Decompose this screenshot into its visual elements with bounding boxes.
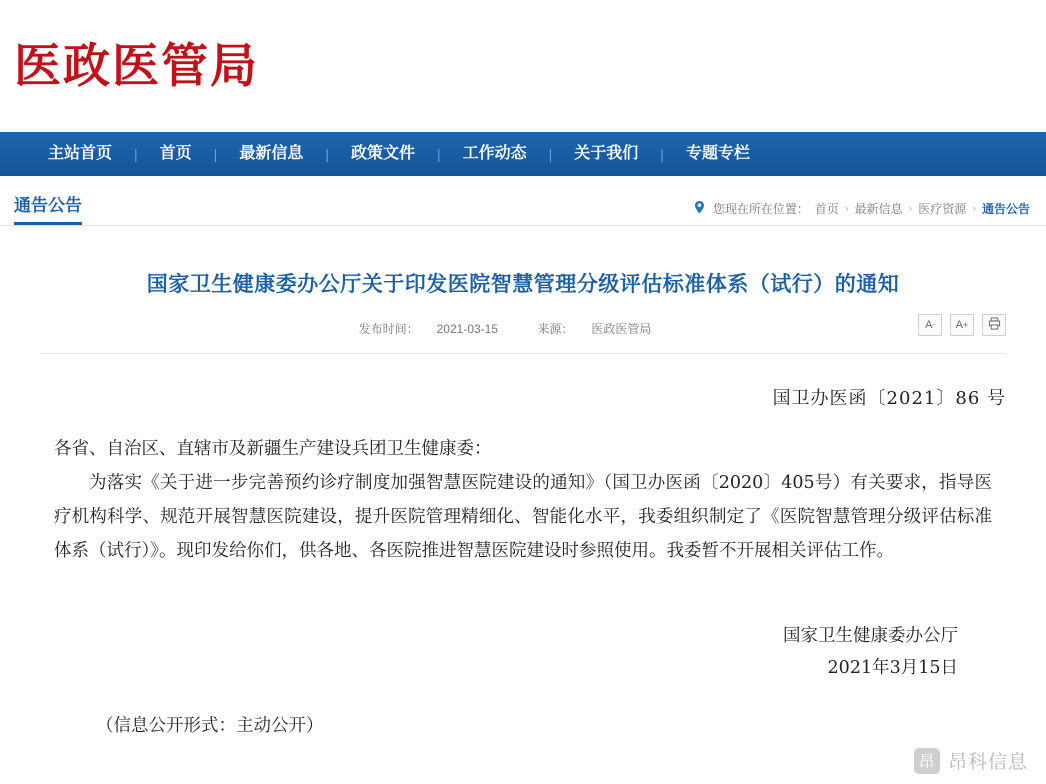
nav-item-latest-news[interactable]: 最新信息	[239, 145, 304, 162]
article-body	[40, 432, 1006, 568]
page-title: 通告公告	[14, 197, 82, 225]
article-source	[537, 322, 669, 336]
article-paragraph-1: 为落实《关于进一步完善预约诊疗制度加强智慧医院建设的通知》（国卫办医函〔2020〕405号）有关要求，指导医疗机构科学、规范开展智慧医院建设，提升医院管理精细化、智能化水平，我委组织制定了《医院智慧管理分级评估标准体系（试行）》。现印发给你们，供各地、各医院推进智慧医院建设时参照使用。我委暂不开展相关评估工作。	[54, 473, 992, 561]
print-button[interactable]	[982, 314, 1006, 336]
article-meta	[359, 320, 688, 337]
publish-time-label: 发布时间：	[358, 322, 419, 336]
section-breadcrumb-row	[0, 176, 1046, 226]
breadcrumb-separator: ›	[972, 202, 976, 215]
decrease-font-label: A	[925, 319, 933, 331]
publish-time-value: 2021-03-15	[436, 322, 499, 336]
article-source-label: 来源：	[537, 322, 574, 336]
nav-item-policy-documents[interactable]: 政策文件	[350, 145, 415, 162]
nav-item-about-us[interactable]: 关于我们	[574, 145, 639, 162]
nav-item-work-updates[interactable]: 工作动态	[462, 145, 527, 162]
increase-font-label: A	[955, 319, 963, 331]
article-signature	[40, 620, 1006, 684]
breadcrumb-separator: ›	[844, 202, 849, 215]
decrease-font-sup: -	[932, 321, 935, 329]
nav-separator: |	[213, 146, 218, 162]
increase-font-button[interactable]	[950, 314, 974, 336]
article-paragraph-salutation: 各省、自治区、直辖市及新疆生产建设兵团卫生健康委：	[54, 439, 492, 459]
signature-organization: 国家卫生健康委办公厅	[783, 626, 958, 646]
nav-separator: |	[325, 146, 329, 162]
publish-time	[359, 322, 516, 336]
nav-item-special-columns[interactable]: 专题专栏	[685, 145, 750, 162]
article-tools	[918, 314, 1006, 336]
breadcrumb-item-medical-resources[interactable]: 医疗资源	[918, 202, 967, 216]
breadcrumb-item-latest-news[interactable]: 最新信息	[854, 202, 903, 216]
site-header	[0, 0, 1046, 132]
primary-navigation	[0, 132, 1046, 176]
nav-separator: |	[548, 146, 553, 162]
breadcrumb-prefix: 您现在所在位置：	[712, 202, 809, 216]
article-container	[0, 268, 1046, 737]
watermark	[914, 747, 1028, 774]
printer-icon	[988, 317, 1001, 333]
nav-separator: |	[134, 146, 138, 162]
article-footnote: （信息公开形式：主动公开）	[96, 716, 324, 736]
site-logo[interactable]: 医政医管局	[14, 38, 259, 94]
decrease-font-button[interactable]	[918, 314, 942, 336]
nav-separator: |	[660, 146, 664, 162]
article-meta-row	[40, 320, 1006, 354]
signature-date: 2021年3月15日	[827, 658, 958, 678]
breadcrumb-current: 通告公告	[981, 202, 1030, 216]
watermark-logo-icon: 昂	[914, 748, 940, 774]
nav-item-main-home[interactable]: 主站首页	[48, 145, 113, 162]
article-title: 国家卫生健康委办公厅关于印发医院智慧管理分级评估标准体系（试行）的通知	[146, 272, 900, 296]
breadcrumb	[694, 200, 1030, 225]
nav-item-home[interactable]: 首页	[159, 145, 192, 162]
location-pin-icon	[694, 201, 705, 217]
nav-separator: |	[436, 146, 441, 162]
breadcrumb-separator: ›	[908, 202, 913, 215]
watermark-text: 昂科信息	[947, 751, 1028, 773]
increase-font-sup: +	[962, 320, 969, 330]
document-number: 国卫办医函〔2021〕86 号	[772, 388, 1006, 409]
breadcrumb-item-home[interactable]: 首页	[814, 202, 839, 216]
article-source-value: 医政医管局	[591, 322, 652, 336]
